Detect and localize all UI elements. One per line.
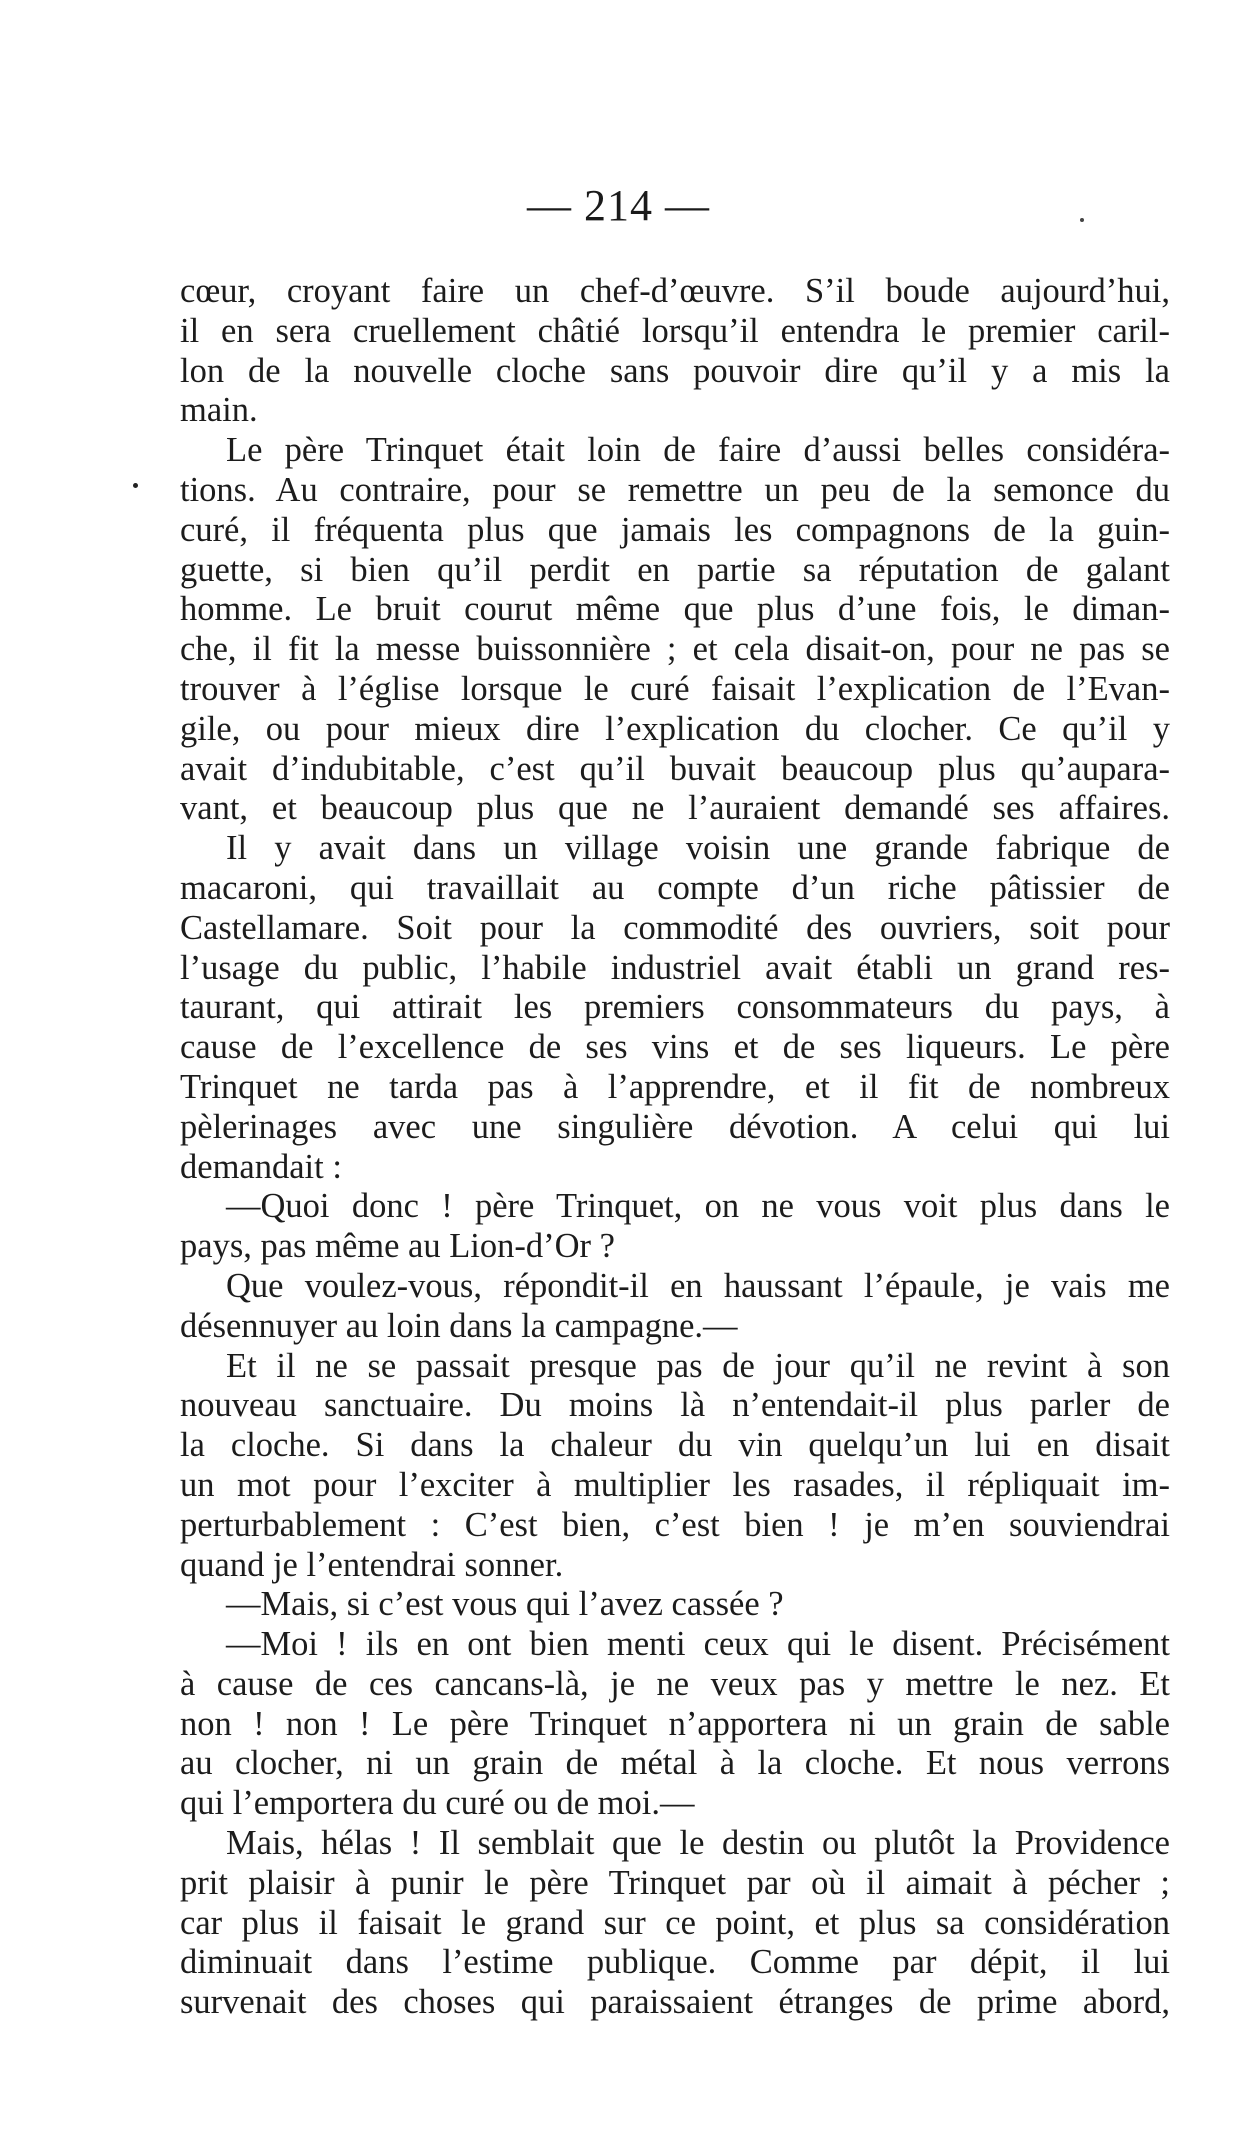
text-line: Il y avait dans un village voisin une grande fabrique de [226, 829, 1170, 868]
text-line: avait d’indubitable, c’est qu’il buvait beaucoup plus qu’aupara- [180, 749, 1170, 788]
text-line: curé, il fréquenta plus que jamais les compagnons de la guin- [180, 510, 1170, 549]
text-line: perturbablement : C’est bien, c’est bien ! je m’en souviendrai [180, 1505, 1170, 1544]
text-line: prit plaisir à punir le père Trinquet par où il aimait à pécher ; [180, 1863, 1170, 1902]
print-speck [1080, 218, 1084, 222]
text-line: gile, ou pour mieux dire l’explication du clocher. Ce qu’il y [180, 709, 1170, 748]
text-line: car plus il faisait le grand sur ce point, et plus sa considération [180, 1903, 1170, 1942]
body-text [180, 272, 1170, 2023]
text-line: au clocher, ni un grain de métal à la cloche. Et nous verrons [180, 1744, 1170, 1783]
text-line: Que voulez-vous, répondit-il en haussant l’épaule, je vais me [226, 1266, 1170, 1305]
text-line: —Moi ! ils en ont bien menti ceux qui le disent. Précisément [226, 1625, 1170, 1664]
text-line: cause de l’excellence de ses vins et de ses liqueurs. Le père [180, 1028, 1170, 1067]
text-line: che, il fit la messe buissonnière ; et cela disait-on, pour ne pas se [180, 630, 1170, 669]
text-line: à cause de ces cancans-là, je ne veux pas y mettre le nez. Et [180, 1664, 1170, 1703]
text-line: Mais, hélas ! Il semblait que le destin ou plutôt la Providence [226, 1824, 1170, 1863]
text-line: homme. Le bruit courut même que plus d’une fois, le diman- [180, 590, 1170, 629]
text-line: survenait des choses qui paraissaient étranges de prime abord, [180, 1983, 1170, 2022]
text-line: cœur, croyant faire un chef-d’œuvre. S’il boude aujourd’hui, [180, 272, 1170, 310]
text-line: qui l’emportera du curé ou de moi.— [180, 1784, 695, 1823]
margin-mark [133, 483, 138, 488]
text-line: main. [180, 391, 258, 430]
text-line: taurant, qui attirait les premiers consommateurs du pays, à [180, 988, 1170, 1027]
page-number: — 214 — [527, 181, 710, 230]
text-line: un mot pour l’exciter à multiplier les rasades, il répliquait im- [180, 1465, 1170, 1504]
text-line: la cloche. Si dans la chaleur du vin quelqu’un lui en disait [180, 1426, 1170, 1465]
text-line: Castellamare. Soit pour la commodité des ouvriers, soit pour [180, 908, 1170, 947]
text-line: diminuait dans l’estime publique. Comme par dépit, il lui [180, 1943, 1170, 1982]
text-line: non ! non ! Le père Trinquet n’apportera ni un grain de sable [180, 1704, 1170, 1743]
text-line: nouveau sanctuaire. Du moins là n’entendait-il plus parler de [180, 1386, 1170, 1425]
text-line: lon de la nouvelle cloche sans pouvoir dire qu’il y a mis la [180, 351, 1170, 390]
text-line: il en sera cruellement châtié lorsqu’il entendra le premier caril- [180, 311, 1170, 350]
text-line: trouver à l’église lorsque le curé faisait l’explication de l’Evan- [180, 669, 1170, 708]
text-line: demandait : [180, 1147, 342, 1186]
text-line: —Mais, si c’est vous qui l’avez cassée ? [226, 1585, 784, 1624]
text-line: Le père Trinquet était loin de faire d’aussi belles considéra- [226, 431, 1170, 470]
text-line: l’usage du public, l’habile industriel avait établi un grand res- [180, 948, 1170, 987]
text-line: désennuyer au loin dans la campagne.— [180, 1306, 738, 1345]
text-line: Trinquet ne tarda pas à l’apprendre, et il fit de nombreux [180, 1067, 1170, 1106]
text-line: Et il ne se passait presque pas de jour qu’il ne revint à son [226, 1346, 1170, 1385]
text-line: guette, si bien qu’il perdit en partie sa réputation de galant [180, 550, 1170, 589]
text-line: pèlerinages avec une singulière dévotion. A celui qui lui [180, 1107, 1170, 1146]
text-line: quand je l’entendrai sonner. [180, 1545, 564, 1584]
text-line: pays, pas même au Lion-d’Or ? [180, 1227, 615, 1266]
text-line: macaroni, qui travaillait au compte d’un riche pâtissier de [180, 868, 1170, 907]
text-line: vant, et beaucoup plus que ne l’auraient demandé ses affaires. [180, 789, 1170, 828]
text-line: —Quoi donc ! père Trinquet, on ne vous voit plus dans le [226, 1187, 1170, 1226]
text-line: tions. Au contraire, pour se remettre un peu de la semonce du [180, 470, 1170, 509]
